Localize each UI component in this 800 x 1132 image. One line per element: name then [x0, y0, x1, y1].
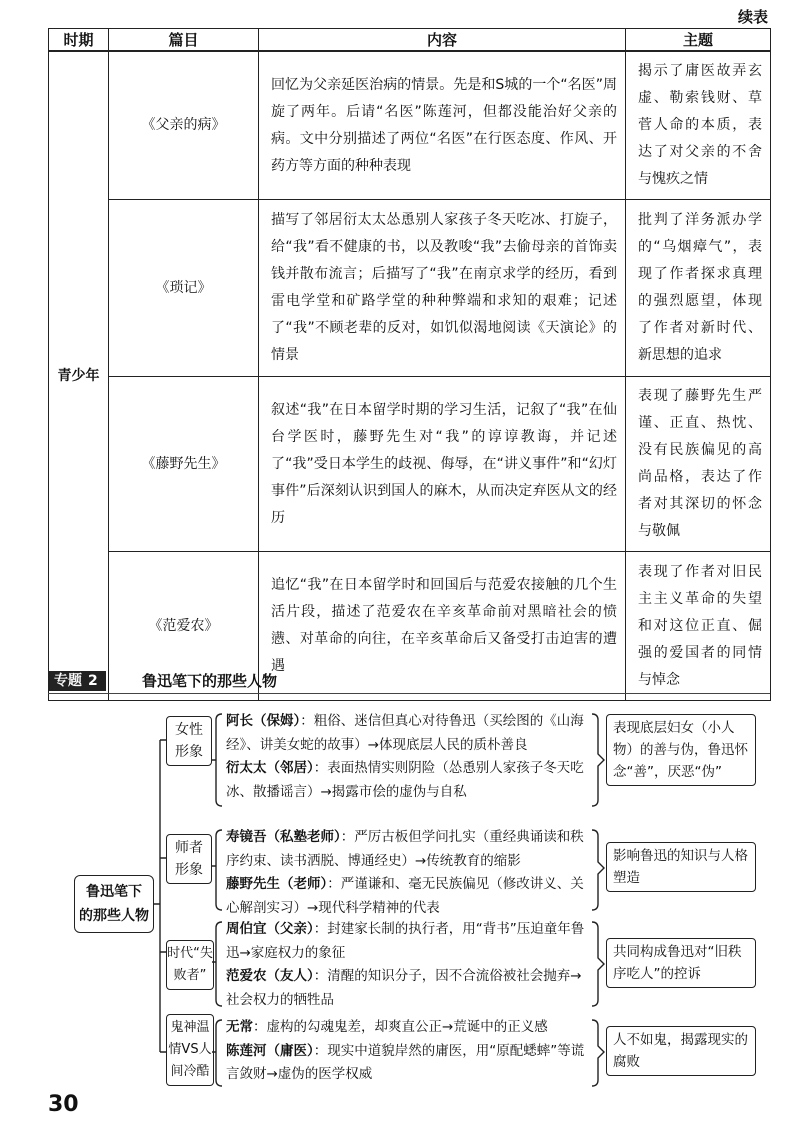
header-theme: 主题	[626, 29, 771, 52]
work-content: 描写了邻居衍太太怂恿别人家孩子冬天吃冰、打旋子，给“我”看不健康的书，以及教唆“我”去偷母亲的首饰卖钱并散布流言；后描写了“我”在南京求学的经历，看到雷电学堂和矿路学堂的种种弊端和求知的艰难；记述了“我”不顾老辈的反对，如饥似渴地阅读《天演论》的情景	[259, 200, 626, 377]
work-theme: 揭示了庸医故弄玄虚、勒索钱财、草菅人命的本质，表达了对父亲的不舍与愧疚之情	[626, 51, 771, 200]
category-label: 鬼神温	[170, 1020, 210, 1035]
work-title: 《藤野先生》	[109, 377, 259, 552]
header-period: 时期	[49, 29, 109, 52]
continued-label: 续表	[737, 8, 768, 26]
person-name: 寿镜吾（私塾老师）	[226, 829, 341, 845]
work-content: 叙述“我”在日本留学时期的学习生活，记叙了“我”在仙台学医时，藤野先生对“我”的谆谆教诲，并记述了“我”受日本学生的歧视、侮辱，在“讲义事件”和“幻灯事件”后深刻认识到国人的麻木，从而决定弃医从文的经历	[259, 377, 626, 552]
work-title: 《范爱农》	[109, 552, 259, 701]
list-item	[226, 965, 590, 1012]
category-teacher	[166, 834, 212, 884]
group-items-female	[226, 710, 590, 804]
person-desc: ：表面热情实则阴险（怂恿别人家孩子冬天吃冰、散播谣言）→揭露市侩的虚伪与自私	[226, 760, 584, 800]
period-cell: 青少年	[49, 51, 109, 701]
page-number: 30	[48, 1092, 79, 1117]
conclusion-teacher: 影响鲁迅的知识与人格塑造	[606, 842, 756, 892]
person-desc: ：虚构的勾魂鬼差，却爽直公正→荒诞中的正义感	[253, 1019, 548, 1035]
work-content: 追忆“我”在日本留学时和回国后与范爱农接触的几个生活片段，描述了范爱农在辛亥革命前对黑暗社会的愤懑、对革命的向往，在辛亥革命后又备受打击迫害的遭遇	[259, 552, 626, 701]
list-item	[226, 826, 590, 873]
list-item	[226, 757, 590, 804]
conclusion-failures: 共同构成鲁迅对“旧秩序吃人”的控诉	[606, 938, 756, 988]
person-name: 藤野先生（老师）	[226, 876, 328, 892]
category-label: 时代“失	[167, 946, 213, 961]
category-female	[166, 716, 212, 766]
category-label: 形象	[175, 862, 203, 878]
group-items-failures	[226, 918, 590, 1012]
person-desc: ：严谨谦和、毫无民族偏见（修改讲义、关心解剖实习）→现代科学精神的代表	[226, 876, 584, 916]
category-label: 间冷酷	[170, 1064, 210, 1079]
person-desc: ：严厉古板但学问扎实（重经典诵读和秩序约束、读书洒脱、博通经史）→传统教育的缩影	[226, 829, 584, 869]
root-label-line1: 鲁迅笔下	[86, 884, 142, 900]
list-item	[226, 873, 590, 920]
person-name: 陈莲河（庸医）	[226, 1042, 314, 1059]
person-desc: ：封建家长制的执行者，用“背书”压迫童年鲁迅→家庭权力的象征	[226, 921, 585, 961]
section-title: 鲁迅笔下的那些人物	[142, 672, 278, 690]
list-item	[226, 1016, 590, 1040]
work-theme: 批判了洋务派办学的“乌烟瘴气”，表现了作者探求真理的强烈愿望，体现了作者对新时代、新思想的追求	[626, 200, 771, 377]
work-title: 《琐记》	[109, 200, 259, 377]
category-label: 败者”	[173, 968, 207, 983]
root-label-line2: 的那些人物	[79, 908, 149, 924]
work-content: 回忆为父亲延医治病的情景。先是和S城的一个“名医”周旋了两年。后请“名医”陈莲河，但都没能治好父亲的病。文中分别描述了两位“名医”在行医态度、作风、开药方等方面的种种表现	[259, 51, 626, 200]
person-name: 范爱农（友人）	[226, 968, 314, 984]
header-title: 篇目	[109, 29, 259, 52]
category-label: 女性	[175, 722, 203, 738]
list-item	[226, 918, 590, 965]
section-tag-label: 专题	[54, 673, 82, 689]
category-label: 形象	[175, 744, 203, 760]
person-desc: ：现实中道貌岸然的庸医，用“原配蟋蟀”等谎言敛财→虚伪的医学权威	[226, 1042, 585, 1082]
category-failures	[166, 940, 214, 990]
conclusion-female: 表现底层妇女（小人物）的善与伪，鲁迅怀念“善”，厌恶“伪”	[606, 714, 756, 786]
mindmap-root	[74, 875, 154, 933]
section-number: 2	[88, 673, 98, 689]
person-name: 无常	[226, 1019, 253, 1035]
category-ghosts	[166, 1014, 214, 1086]
category-label: 师者	[175, 840, 203, 856]
group-items-ghosts	[226, 1016, 590, 1087]
person-name: 阿长（保姆）	[226, 713, 301, 729]
header-content: 内容	[259, 29, 626, 52]
person-name: 周伯宜（父亲）	[226, 921, 314, 937]
person-desc: ：粗俗、迷信但真心对待鲁迅（买绘图的《山海经》、讲美女蛇的故事）→体现底层人民的质朴善良	[226, 713, 584, 753]
person-desc: ：清醒的知识分子，因不合流俗被社会抛弃→社会权力的牺牲品	[226, 968, 582, 1008]
list-item	[226, 1040, 590, 1087]
list-item	[226, 710, 590, 757]
category-label: 情VS人	[168, 1042, 212, 1057]
work-theme: 表现了藤野先生严谨、正直、热忱、没有民族偏见的高尚品格，表达了作者对其深切的怀念与敬佩	[626, 377, 771, 552]
group-items-teacher	[226, 826, 590, 920]
work-title: 《父亲的病》	[109, 51, 259, 200]
work-theme: 表现了作者对旧民主主义革命的失望和对这位正直、倔强的爱国者的同情与悼念	[626, 552, 771, 701]
person-name: 衍太太（邻居）	[226, 760, 314, 776]
conclusion-ghosts: 人不如鬼，揭露现实的腐败	[606, 1026, 756, 1076]
